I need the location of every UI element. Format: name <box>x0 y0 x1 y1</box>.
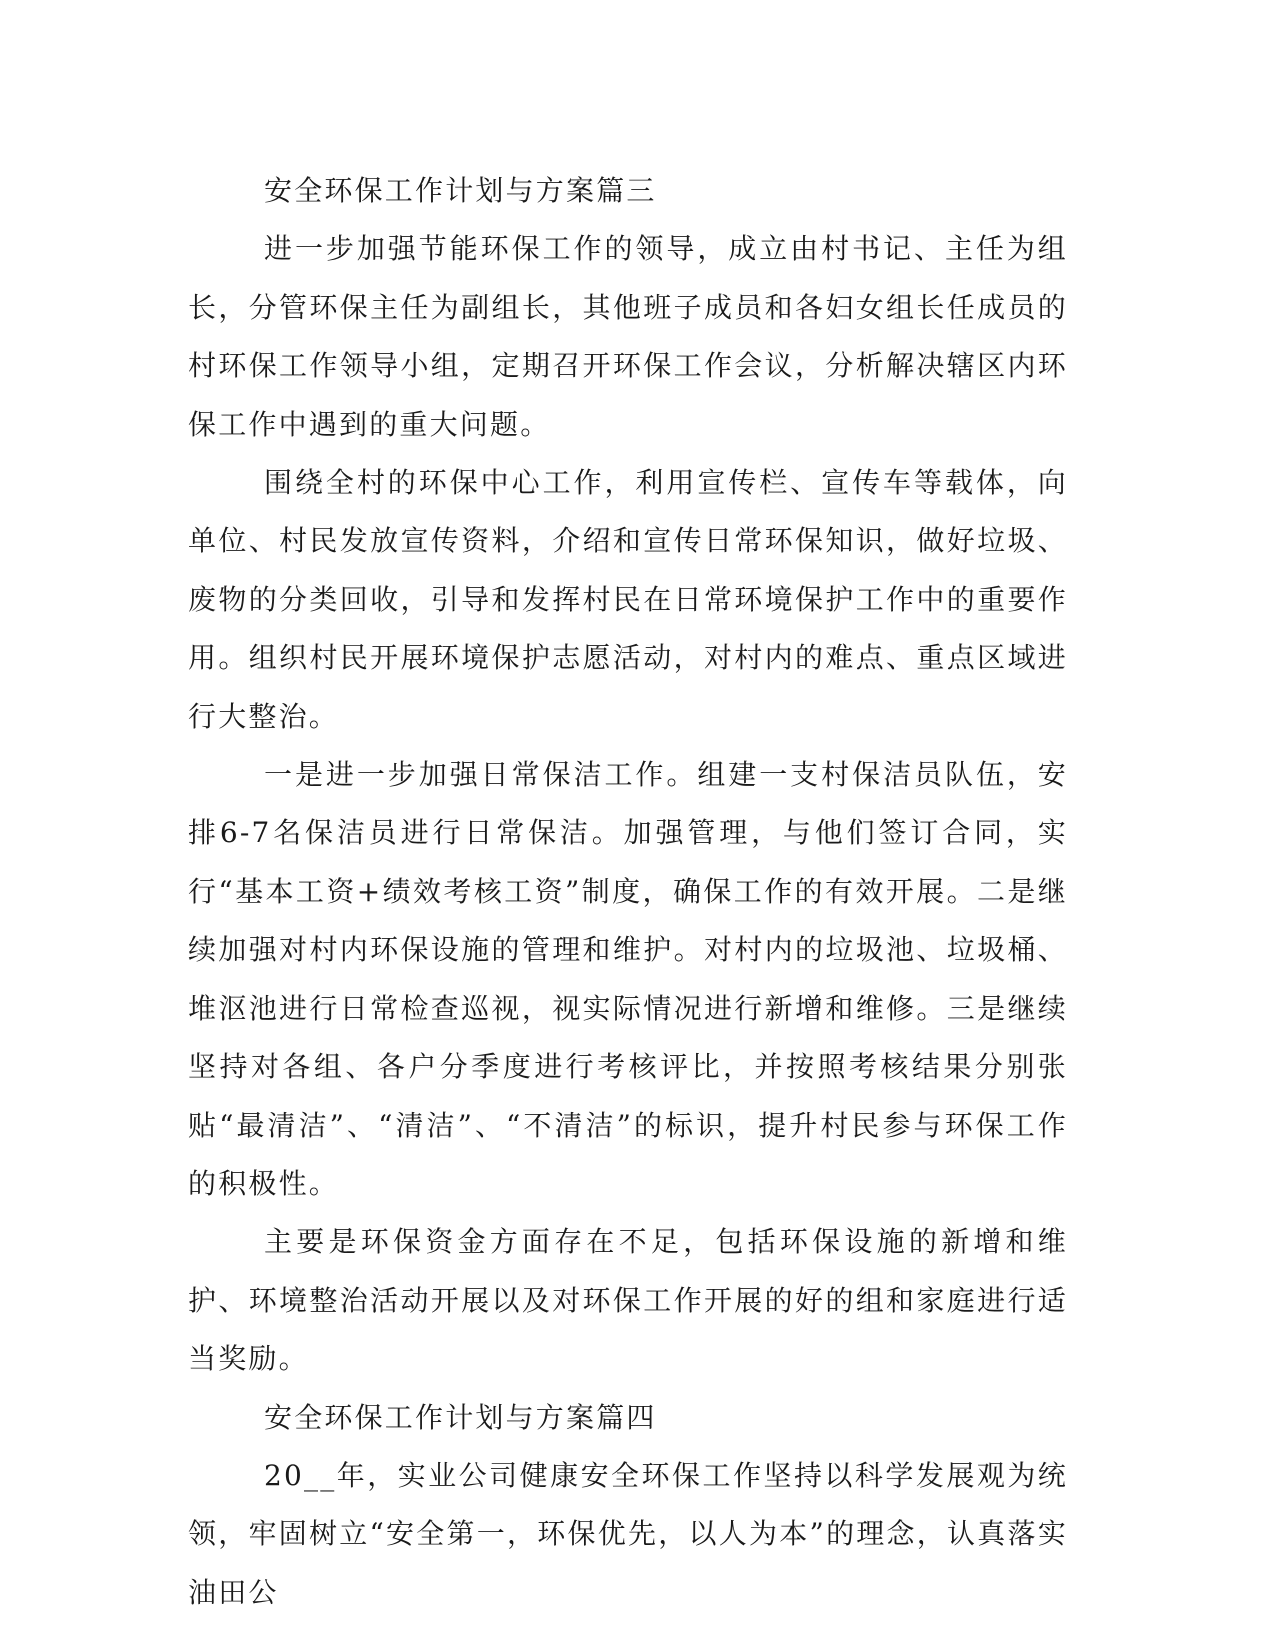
paragraph: 一是进一步加强日常保洁工作。组建一支村保洁员队伍，安排6-7名保洁员进行日常保洁。加强管理，与他们签订合同，实行“基本工资+绩效考核工资”制度，确保工作的有效开展。二是继续加强对村内环保设施的管理和维护。对村内的垃圾池、垃圾桶、堆沤池进行日常检查巡视，视实际情况进行新增和维修。三是继续坚持对各组、各户分季度进行考核评比，并按照考核结果分别张贴“最清洁”、“清洁”、“不清洁”的标识，提升村民参与环保工作的积极性。 <box>188 758 1068 1200</box>
paragraph: 主要是环保资金方面存在不足，包括环保设施的新增和维护、环境整治活动开展以及对环保工作开展的好的组和家庭进行适当奖励。 <box>188 1225 1068 1376</box>
paragraph: 进一步加强节能环保工作的领导，成立由村书记、主任为组长，分管环保主任为副组长，其他班子成员和各妇女组长任成员的村环保工作领导小组，定期召开环保工作会议，分析解决辖区内环保工作中遇到的重大问题。 <box>188 232 1068 441</box>
section-heading-4: 安全环保工作计划与方案篇四 <box>264 1400 657 1434</box>
section-heading-3: 安全环保工作计划与方案篇三 <box>264 174 657 207</box>
paragraph: 围绕全村的环保中心工作，利用宣传栏、宣传车等载体，向单位、村民发放宣传资料，介绍和宣传日常环保知识，做好垃圾、废物的分类回收，引导和发挥村民在日常环境保护工作中的重要作用。组织村民开展环境保护志愿活动，对村内的难点、重点区域进行大整治。 <box>188 466 1068 733</box>
document-body <box>188 162 1068 1622</box>
paragraph: 20__年，实业公司健康安全环保工作坚持以科学发展观为统领，牢固树立“安全第一，环保优先，以人为本”的理念，认真落实油田公 <box>188 1458 1068 1609</box>
